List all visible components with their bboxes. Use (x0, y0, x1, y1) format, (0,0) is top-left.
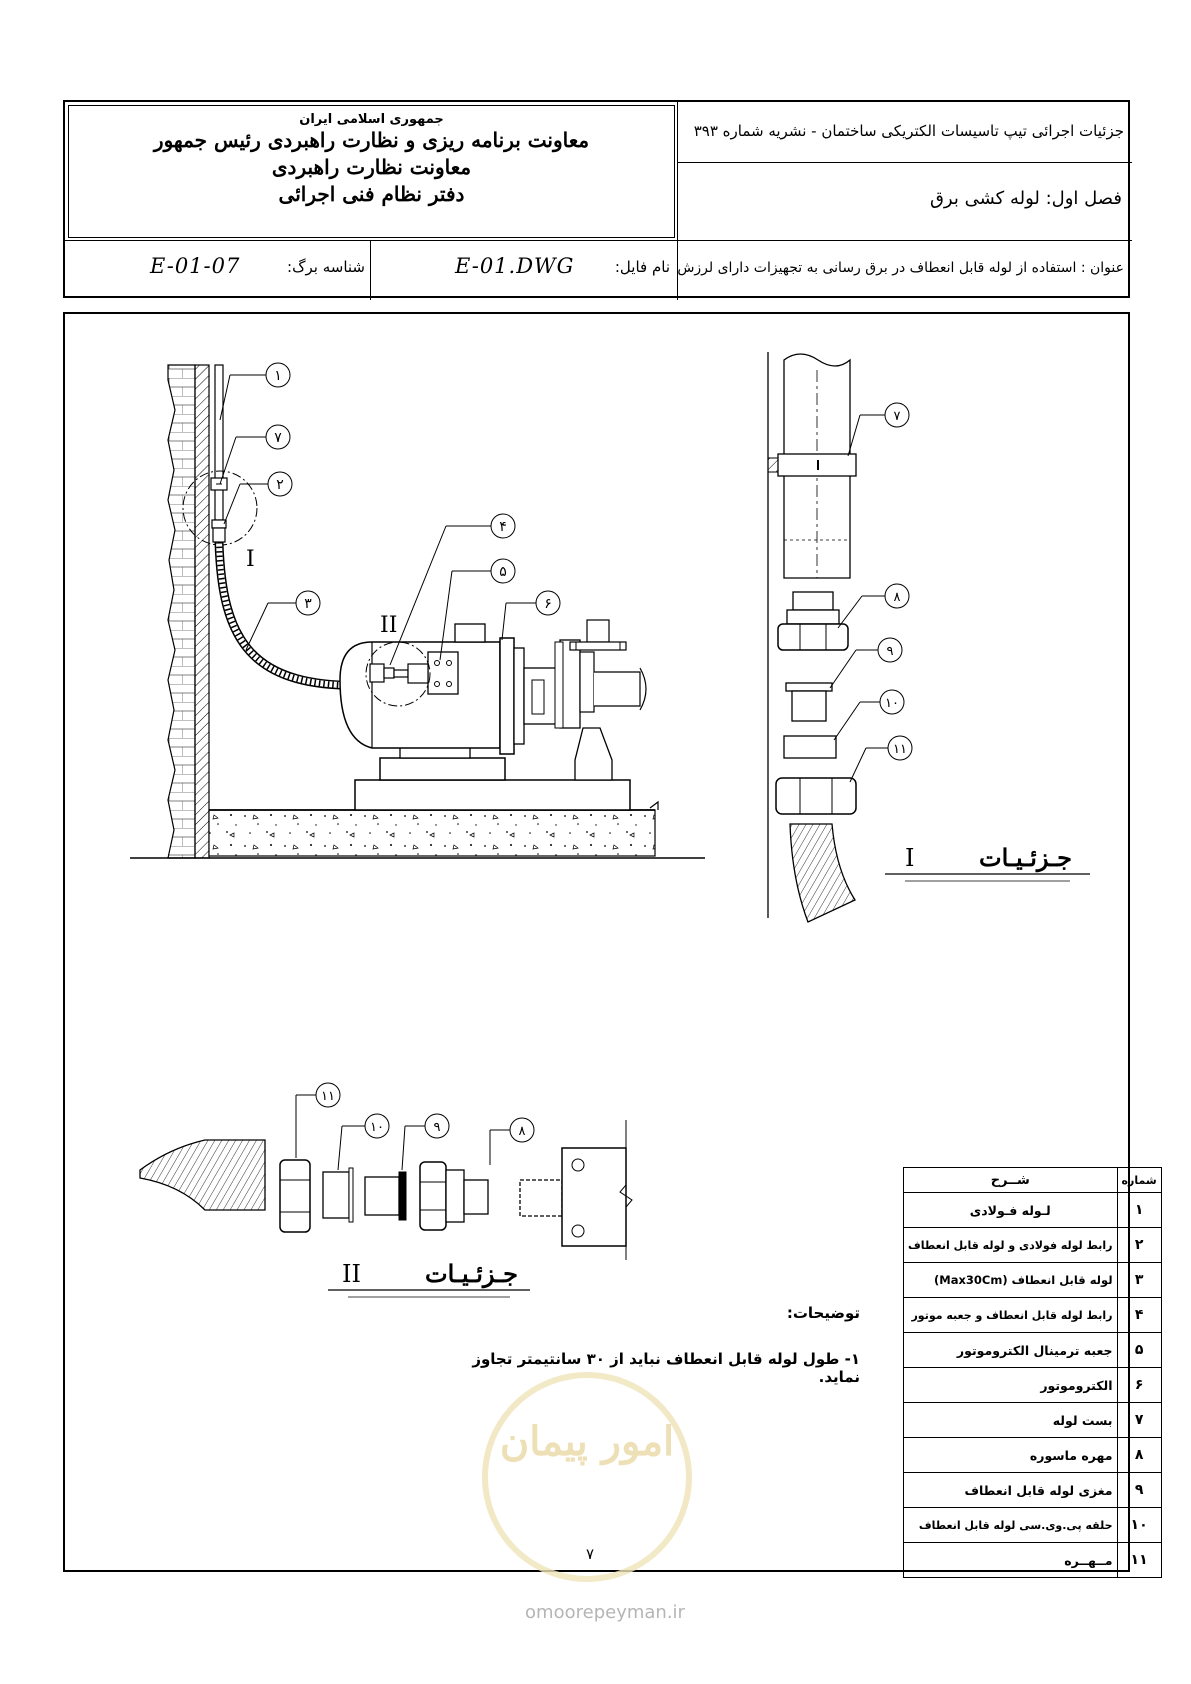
legend-desc: مغزی لوله قابل انعطاف (904, 1473, 1118, 1508)
legend-desc: رابط لوله قابل انعطاف و جعبه موتور (904, 1298, 1118, 1333)
notes-heading: توضیحات: (786, 1304, 860, 1322)
legend-num: ۷ (1117, 1403, 1161, 1438)
detail1-callout-7: ۷ (893, 409, 901, 424)
legend-num: ۴ (1117, 1298, 1161, 1333)
file-value: E-01.DWG (455, 254, 575, 278)
legend-row (904, 1228, 1162, 1263)
legend-row (904, 1403, 1162, 1438)
callout-5: ۵ (499, 564, 507, 580)
legend-row (904, 1543, 1162, 1578)
file-label: نام فایل: (614, 258, 670, 276)
legend-desc: جعبه ترمینال الکتروموتور (904, 1333, 1118, 1368)
legend-col-desc: شــرح (904, 1168, 1118, 1193)
detail1-callout-9: ۹ (886, 644, 894, 659)
sheet-label: شناسه برگ: (287, 258, 365, 276)
detail-2-number: II (342, 1260, 361, 1288)
legend-row (904, 1473, 1162, 1508)
legend-table (903, 1167, 1162, 1578)
legend-num: ۲ (1117, 1228, 1161, 1263)
legend-num: ۵ (1117, 1333, 1161, 1368)
detail1-callout-11: ۱۱ (893, 742, 907, 757)
legend-desc: حلقه پی.وی.سی لوله قابل انعطاف (904, 1508, 1118, 1543)
callout-1: ۱ (274, 368, 282, 384)
callout-3: ۳ (304, 596, 312, 612)
detail1-callout-10: ۱۰ (885, 696, 899, 711)
chapter-title: فصل اول: لوله کشی برق (929, 188, 1122, 209)
legend-num: ۱۱ (1117, 1543, 1161, 1578)
org-line-2: معاونت برنامه ریزی و نظارت راهبردی رئیس جمهور (153, 128, 590, 152)
legend-row (904, 1298, 1162, 1333)
legend-desc: مهره ماسوره (904, 1438, 1118, 1473)
series-title: جزئیات اجرائی تیپ تاسیسات الکتریکی ساختمان - نشریه شماره ۳۹۳ (693, 122, 1124, 140)
legend-desc: لوله قابل انعطاف (Max30Cm) (904, 1263, 1118, 1298)
legend-desc: رابط لوله فولادی و لوله قابل انعطاف (904, 1228, 1118, 1263)
legend-col-num: شماره (1117, 1168, 1161, 1193)
footer-website: omoorepeyman.ir (525, 1602, 685, 1623)
detail2-callout-10: ۱۰ (370, 1120, 384, 1135)
org-line-3: معاونت نظارت راهبردی (271, 155, 472, 179)
legend-desc: مــهــره (904, 1543, 1118, 1578)
watermark-text: امور پیمان (499, 1418, 675, 1465)
legend-num: ۱ (1117, 1193, 1161, 1228)
detail-ref-1: I (246, 547, 255, 572)
sheet-value: E-01-07 (150, 254, 241, 278)
legend-row (904, 1438, 1162, 1473)
callout-7: ۷ (274, 430, 282, 446)
detail-2-title: جـزئـيـات (425, 1259, 518, 1288)
detail-1-title: جـزئـيـات (979, 843, 1072, 872)
legend-num: ۸ (1117, 1438, 1161, 1473)
legend-row (904, 1263, 1162, 1298)
legend-num: ۶ (1117, 1368, 1161, 1403)
legend-header-row (904, 1168, 1162, 1193)
legend-num: ۳ (1117, 1263, 1161, 1298)
legend-row (904, 1368, 1162, 1403)
callout-6: ۶ (544, 596, 552, 612)
legend-desc: الکتروموتور (904, 1368, 1118, 1403)
detail-1-number: I (905, 844, 915, 872)
note-item-1: ۱- طول لوله قابل انعطاف نباید از ۳۰ سانتیمتر تجاوز نماید. (472, 1350, 860, 1386)
org-line-1: جمهوری اسلامی ایران (299, 112, 444, 127)
org-line-4: دفتر نظام فنی اجرائی (278, 182, 465, 206)
legend-row (904, 1508, 1162, 1543)
subject-title: عنوان : استفاده از لوله قابل انعطاف در برق رسانی به تجهیزات دارای لرزش (677, 260, 1124, 276)
legend-row (904, 1333, 1162, 1368)
detail2-callout-8: ۸ (518, 1124, 526, 1139)
legend-row (904, 1193, 1162, 1228)
callout-2: ۲ (276, 477, 284, 493)
page-number: ۷ (585, 1545, 595, 1563)
legend-desc: بست لوله (904, 1403, 1118, 1438)
callout-4: ۴ (499, 519, 507, 535)
legend-num: ۱۰ (1117, 1508, 1161, 1543)
detail1-callout-8: ۸ (893, 590, 901, 605)
detail2-callout-9: ۹ (433, 1120, 441, 1135)
legend-num: ۹ (1117, 1473, 1161, 1508)
detail-ref-2: II (380, 613, 398, 638)
detail2-callout-11: ۱۱ (321, 1089, 335, 1104)
legend-desc: لـوله فـولادی (904, 1193, 1118, 1228)
